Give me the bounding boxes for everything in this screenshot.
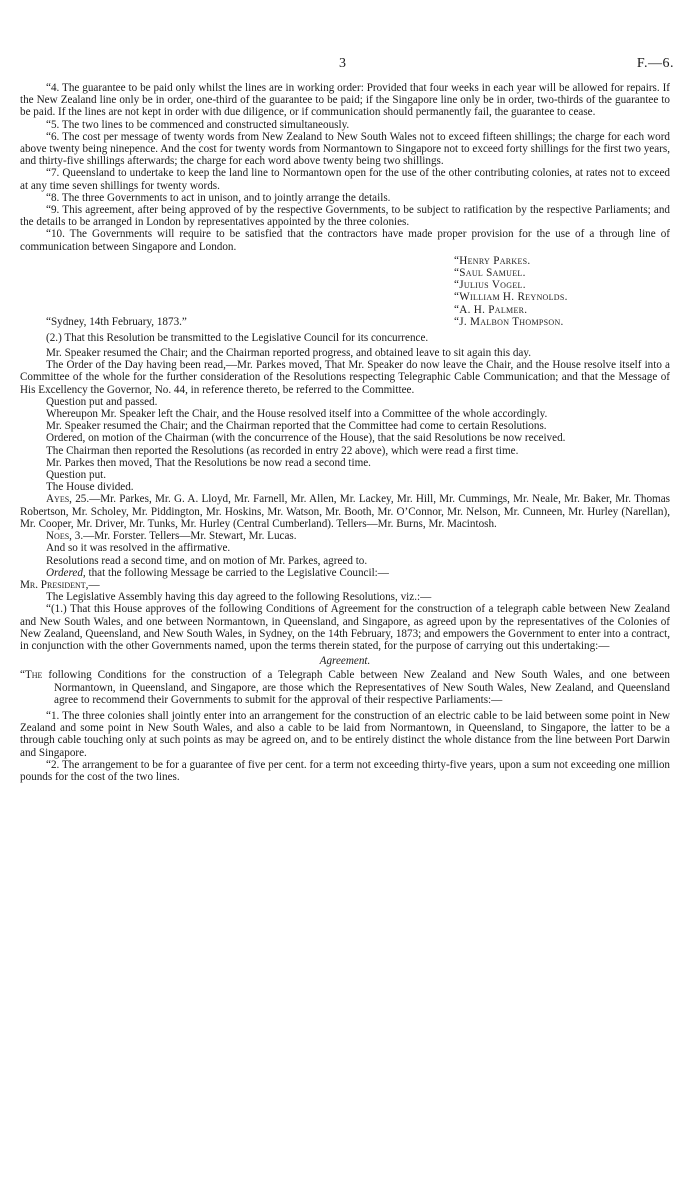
- agreement-heading: Agreement.: [319, 655, 371, 668]
- signatory: “William H. Reynolds.: [454, 291, 568, 304]
- signature-date: “Sydney, 14th February, 1873.”: [46, 315, 187, 328]
- agreement-intro-text: following Conditions for the construction of a Telegraph Cable between New Zealand and New South Wales, and one between Normantown, in Queensland, and Singapore, are those which the Representatives of New South Wales, New Zealand, and Queensland agree to recommend their Governments to submit for the approval of their respective Parliaments:—: [48, 669, 670, 706]
- ordered-message: [20, 567, 670, 579]
- signatory: “Saul Samuel.: [454, 267, 526, 280]
- condition-5: “5. The two lines to be commenced and constructed simultaneously.: [46, 118, 350, 131]
- condition-6: “6. The cost per message of twenty words from New Zealand to New South Wales not to exceed fifteen shillings; the charge for each word above twenty being ninepence. And the cost for twenty words from Normantown to Singapore not to exceed forty shillings for the first two years, and thirty-five shillings afterwards; the charge for each word above twenty being two shillings.: [20, 130, 670, 168]
- agreement-lead: “The: [20, 669, 43, 682]
- chairman-reported: The Chairman then reported the Resolutions (as recorded in entry 22 above), which were read a first time.: [46, 444, 519, 457]
- ayes-list: [20, 493, 670, 530]
- message-resolution-1: “(1.) That this House approves of the following Conditions of Agreement for the construction of a telegraph cable between New Zealand and New South Wales, and one between Normantown, in Queensland, and Singapore, as agreed upon by the representatives of the Colonies of New Zealand, Queensland, and New South Wales, in Sydney, on the 14th February, 1873; and empowers the Government to enter into a contract, in conjunction with the other Governments named, upon the terms therein stated, for the purpose of carrying out this undertaking:—: [20, 603, 670, 652]
- ordered-text: that the following Message be carried to the Legislative Council:—: [88, 566, 389, 579]
- speaker-resumed-1: Mr. Speaker resumed the Chair; and the Chairman reported progress, and obtained leave to sit again this day.: [46, 347, 531, 360]
- resolutions-received: Ordered, on motion of the Chairman (with the concurrence of the House), that the said Resolutions be now received.: [46, 432, 566, 445]
- ordered-label: Ordered,: [46, 566, 86, 579]
- condition-4: “4. The guarantee to be paid only whilst the lines are in working order: Provided that four weeks in each year will be allowed for repairs. If the New Zealand line only be in order, one-third of the guarantee to be paid; if the Singapore line only be in order, two-thirds of the guarantee to be paid. If the lines are not kept in order with due diligence, or if communication should permanently fail, the guarantee to cease.: [20, 82, 670, 119]
- ayes-label: Ayes,: [46, 493, 72, 506]
- signature-block: [20, 255, 670, 329]
- signatory: “J. Malbon Thompson.: [454, 315, 564, 328]
- agreement-intro: [20, 669, 670, 706]
- order-of-day: The Order of the Day having been read,—Mr. Parkes moved, That Mr. Speaker do now leave the Chair, and the House resolve itself into a Committee of the whole for the further consideration of the Resolutions respecting Telegraphic Cable Communication; and that the Message of His Excellency the Governor, No. 44, in reference thereto, be referred to the Committee.: [20, 359, 670, 396]
- noes-text: 3.—Mr. Forster. Tellers—Mr. Stewart, Mr. Lucas.: [74, 530, 297, 543]
- speaker-left: Whereupon Mr. Speaker left the Chair, and the House resolved itself into a Committee of the whole accordingly.: [46, 408, 548, 421]
- document-reference: F.—6.: [636, 56, 674, 71]
- page-number: 3: [339, 56, 346, 71]
- condition-10: “10. The Governments will require to be satisfied that the contractors have made proper provision for the use of a through line of communication between Singapore and London.: [20, 228, 670, 253]
- resolution-2: (2.) That this Resolution be transmitted to the Legislative Council for its concurrence.: [46, 331, 429, 344]
- president-salutation: Mr. President,—: [20, 578, 100, 591]
- question-put: Question put.: [46, 469, 107, 482]
- resolved-affirmative: And so it was resolved in the affirmative.: [46, 542, 231, 555]
- second-reading-motion: Mr. Parkes then moved, That the Resolutions be now read a second time.: [46, 456, 371, 469]
- condition-7: “7. Queensland to undertake to keep the land line to Normantown open for the use of the other contributing colonies, at rates not to exceed at any time seven shillings for twenty words.: [20, 167, 670, 192]
- agreement-item-2: “2. The arrangement to be for a guarantee of five per cent. for a term not exceeding thirty-five years, upon a sum not exceeding one million pounds for the cost of the two lines.: [20, 758, 670, 783]
- signatory-list: [454, 255, 568, 328]
- message-intro: The Legislative Assembly having this day agreed to the following Resolutions, viz.:—: [46, 591, 432, 604]
- document-body: [20, 82, 670, 783]
- condition-8: “8. The three Governments to act in unison, and to jointly arrange the details.: [46, 191, 391, 204]
- noes-list: [20, 530, 670, 542]
- question-passed: Question put and passed.: [46, 395, 158, 408]
- noes-label: Noes,: [46, 530, 72, 543]
- house-divided: The House divided.: [46, 481, 134, 494]
- condition-9: “9. This agreement, after being approved of by the respective Governments, to be subject to ratification by the respective Parliaments; and the details to be arranged in London by representatives appointed by the three colonies.: [20, 204, 670, 229]
- second-time-agreed: Resolutions read a second time, and on motion of Mr. Parkes, agreed to.: [46, 554, 368, 567]
- ayes-text: 25.—Mr. Parkes, Mr. G. A. Lloyd, Mr. Farnell, Mr. Allen, Mr. Lackey, Mr. Hill, Mr. Cummings, Mr. Neale, Mr. Baker, Mr. Thomas Robertson, Mr. Scholey, Mr. Piddington, Mr. Hoskins, Mr. Watson, Mr. Booth, Mr. O’Connor, Mr. Nelson, Mr. Cunneen, Mr. Hurley (Narellan), Mr. Cooper, Mr. Driver, Mr. Tunks, Mr. Hurley (Central Cumberland). Tellers—Mr. Burns, Mr. Macintosh.: [20, 493, 670, 530]
- signatory: “A. H. Palmer.: [454, 303, 528, 316]
- speaker-resumed-2: Mr. Speaker resumed the Chair; and the Chairman reported that the Committee had come to certain Resolutions.: [46, 420, 547, 433]
- agreement-item-1: “1. The three colonies shall jointly enter into an arrangement for the construction of an electric cable to be laid between some point in New Zealand and some point in New South Wales, and also a cable to be laid from Normantown, in Queensland, to Singapore, the latter to be a through cable touching only at such points as may be agreed on, and to be entirely distinct the whole distance from the line between Port Darwin and Singapore.: [20, 709, 670, 759]
- signatory: “Julius Vogel.: [454, 279, 526, 292]
- signatory: “Henry Parkes.: [454, 254, 531, 267]
